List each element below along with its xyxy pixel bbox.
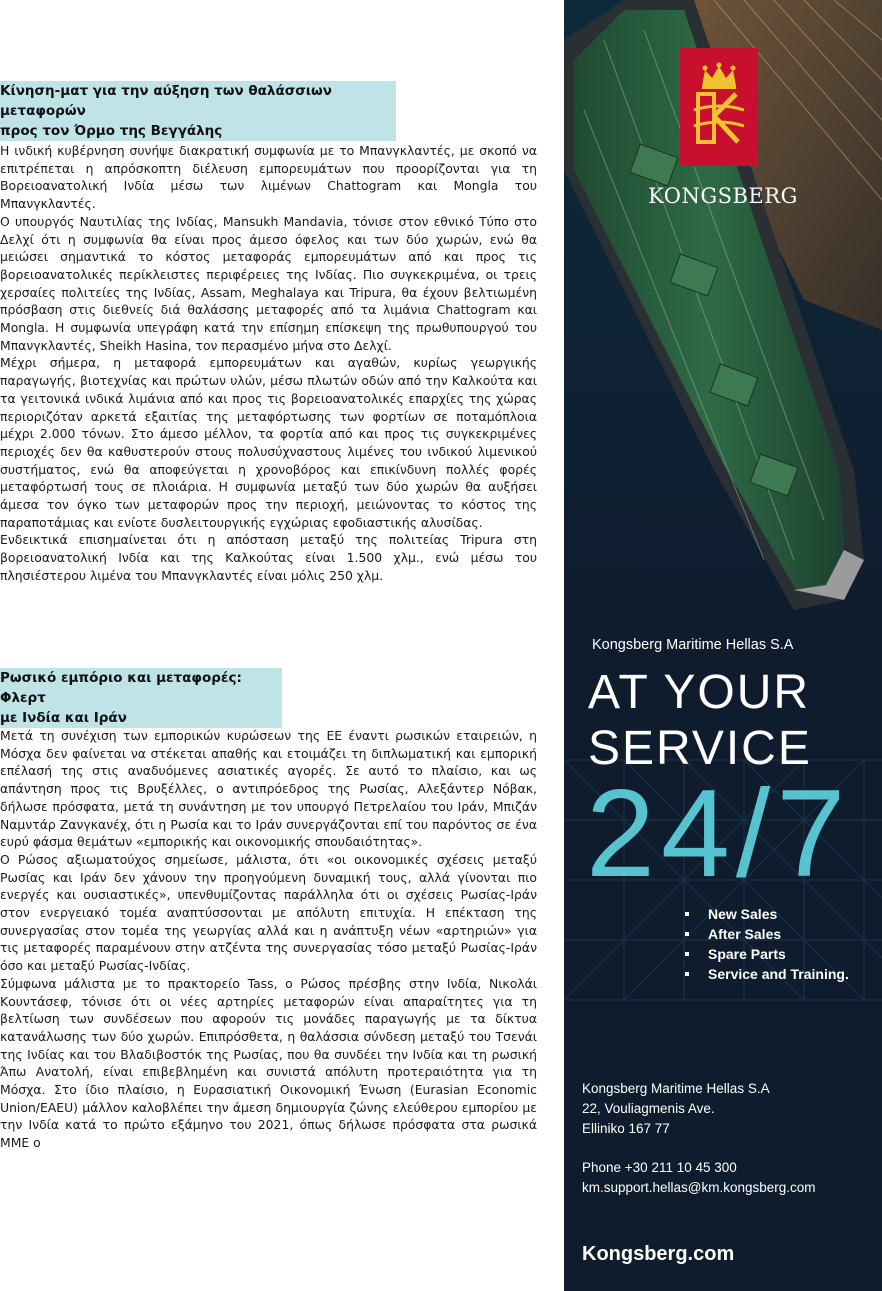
paragraph: Μέχρι σήμερα, η μεταφορά εμπορευμάτων και αγαθών, κυρίως γεωργικής παραγωγής, βιοτεχνίας και πρώτων υλών, μέσω πλωτών οδών από την Καλκούτα και τα γειτονικά ινδικά λιμάνια από και προς τις βορειοανατολικές επαρχίες της χώρας περιοριζόταν αρκετά εξαιτίας της μεταφόρτωσης των φορτίων σε ποταμόπλοια μέχρι 2.000 τόνων. Στο άμεσο μέλλον, τα φορτία από και προς τις συγκεκριμένες περιοχές δεν θα καθυστερούν στους πολυσύχναστους λιμένες του ινδικού λιμενικού συστήματος, ενώ θα αποφεύγεται η χρονοβόρος και επικίνδυνη πολλές φορές μεταφόρτωσή τους σε πλοιάρια. Η συμφωνία μεταξύ των δύο χωρών θα αυξήσει άμεσα τον όγκο των μεταφορών προς την περιοχή, μειώνοντας το κόστος της παραποτάμιας και ενίοτε δυσλειτουργικής εγχώριας εφοδιαστικής αλυσίδας. [0,355,537,530]
paragraph: Σύμφωνα μάλιστα με το πρακτορείο Tass, ο Ρώσος πρέσβης στην Ινδία, Νικολάι Κουντάσεφ, τόνισε ότι οι νέες αρτηρίες μεταφορών είναι απαραίτητες για τη βελτίωση των συνδέσεων που αφορούν τις μονάδες παραγωγής με τα δίκτυα κατανάλωσης των δύο χωρών. Επιπρόσθετα, η θαλάσσια σύνδεση μεταξύ του Τσενάι της Ινδίας και του Βλαδιβοστόκ της Ρωσίας, που θα συνδέει την Ινδία και τη ρωσική Άπω Ανατολή, είναι επιβεβλημένη και συνιστά απόλυτη προτεραιότητα για τη Μόσχα. Στο ίδιο πλαίσιο, η Ευρασιατική Οικονομική Ένωση (Eurasian Economic Union/EAEU) μάλλον καλοβλέπει την άμεση δημιουργία ζώνης ελεύθερου εμπορίου με την Ινδία κατά το πρώτο εξάμηνο του 2021, όπως δήλωσε πρόσφατα στα ρωσικά ΜΜΕ ο [0,975,537,1151]
headline-line-1: AT YOUR [588,666,811,719]
service-item: Service and Training. [682,964,849,984]
article-body-section-1 [0,142,537,585]
article-body-section-2 [0,727,537,1152]
address-line: Kongsberg Maritime Hellas S.A [582,1081,770,1096]
availability-24-7: 24/7 [586,765,852,903]
heading-line: Κίνηση-ματ για την αύξηση των θαλάσσιων μεταφορών [0,83,332,119]
services-list [682,904,849,984]
company-name: Kongsberg Maritime Hellas S.A [592,637,794,653]
paragraph: Ενδεικτικά επισημαίνεται ότι η απόσταση μεταξύ της πολιτείας Tripura στη βορειοανατολική Ινδία και της Καλκούτας είναι 1.500 χλμ., ενώ μέσω του πλησιέστερου λιμένα του Μπανγκλαντές είναι μόλις 250 χλμ. [0,532,537,583]
brand-name: KONGSBERG [648,184,798,208]
paragraph: Μετά τη συνέχιση των εμπορικών κυρώσεων της ΕΕ έναντι ρωσικών εταιρειών, η Μόσχα δεν φαίνεται να στέκεται απαθής και ετοιμάζει τη διπλωματική και εμπορική επέλασή της στις αναδυόμενες ασιατικές αγορές. Σε αυτό το πλαίσιο, και ως απάντηση προς τις Βρυξέλλες, ο αντιπρόεδρος της Ρωσίας, Αλεξάντερ Νόβακ, δήλωσε πρόσφατα, μετά τη συνάντηση με τον υπουργό Πετρελαίου του Ιράν, Μπιζάν Ναμντάρ Ζανγκανέχ, ότι η Ρωσία και το Ιράν συνεργάζονται επί του παρόντος σε ένα ευρύ φάσμα θεμάτων «εμπορικής και οικονομικής σπουδαιότητας». [0,728,537,850]
heading-line: προς τον Όρμο της Βεγγάλης [0,123,223,139]
phone: Phone +30 211 10 45 300 [582,1160,737,1175]
address-line: Elliniko 167 77 [582,1121,670,1136]
kongsberg-monogram-icon [690,88,748,148]
kongsberg-advertisement [564,0,882,1291]
heading-line: Ρωσικό εμπόριο και μεταφορές: Φλερτ [0,670,242,706]
crown-icon [699,62,739,90]
address-line: 22, Vouliagmenis Ave. [582,1101,715,1116]
email-link[interactable]: km.support.hellas@km.kongsberg.com [582,1180,816,1195]
service-item: Spare Parts [682,944,849,964]
address-block [582,1079,770,1139]
section-heading-bay-of-bengal [0,81,396,141]
paragraph: Ο Ρώσος αξιωματούχος σημείωσε, μάλιστα, ότι «οι οικονομικές σχέσεις μεταξύ Ρωσίας και Ιράν δεν χάνουν την προηγούμενη δυναμική τους, αλλά γίνονται πιο ενεργές και ουσιαστικές», υπενθυμίζοντας παράλληλα ότι οι σχέσεις Ρωσίας-Ιράν στον ενεργειακό τομέα αναπτύσσονται με απόλυτη επιτυχία. Η επέκταση της συνεργασίας στον τομέα της γεωργίας αλλά και η ανάπτυξη νέων «αρτηριών» για τις μεταφορές παραμένουν στην ατζέντα της συνεργασίας τόσο μεταξύ Ρωσίας-Ιράν όσο και μεταξύ Ρωσίας-Ινδίας. [0,851,537,974]
heading-line: με Ινδία και Ιράν [0,710,127,726]
paragraph: Η ινδική κυβέρνηση συνήψε διακρατική συμφωνία με το Μπανγκλαντές, με σκοπό να επιτρέπεται η απρόσκοπτη διέλευση εμπορευμάτων που προορίζονται για τη Βορειοανατολική Ινδία μέσω των λιμένων Chattogram και Mongla του Μπανγκλαντές. [0,143,537,212]
section-heading-russian-trade [0,668,282,728]
paragraph: Ο υπουργός Ναυτιλίας της Ινδίας, Mansukh Mandavia, τόνισε στον εθνικό Τύπο στο Δελχί ότι η συμφωνία θα είναι προς άμεσο όφελος και των δύο χωρών, ενώ θα μειώσει σημαντικά το κόστος μεταφοράς εμπορευμάτων από και προς τις βορειοανατολικές περίκλειστες περιφέρειες της Ινδίας. Πιο συγκεκριμένα, οι τρεις χερσαίες πολιτείες της Ινδίας, Assam, Meghalaya και Tripura, θα έχουν βελτιωμένη πρόσβαση στις διεθνείς διά θαλάσσης μεταφορές από τα λιμάνια Chattogram και Mongla. Η συμφωνία υπεγράφη κατά την επίσημη επίσκεψη της πρωθυπουργού του Μπανγκλαντές, Sheikh Hasina, τον περασμένο μήνα στο Δελχί. [0,213,537,353]
contact-block [582,1158,816,1198]
service-item: After Sales [682,924,849,944]
website-link[interactable]: Kongsberg.com [582,1243,735,1265]
service-item: New Sales [682,904,849,924]
headline-line-2: SERVICE [588,722,812,775]
